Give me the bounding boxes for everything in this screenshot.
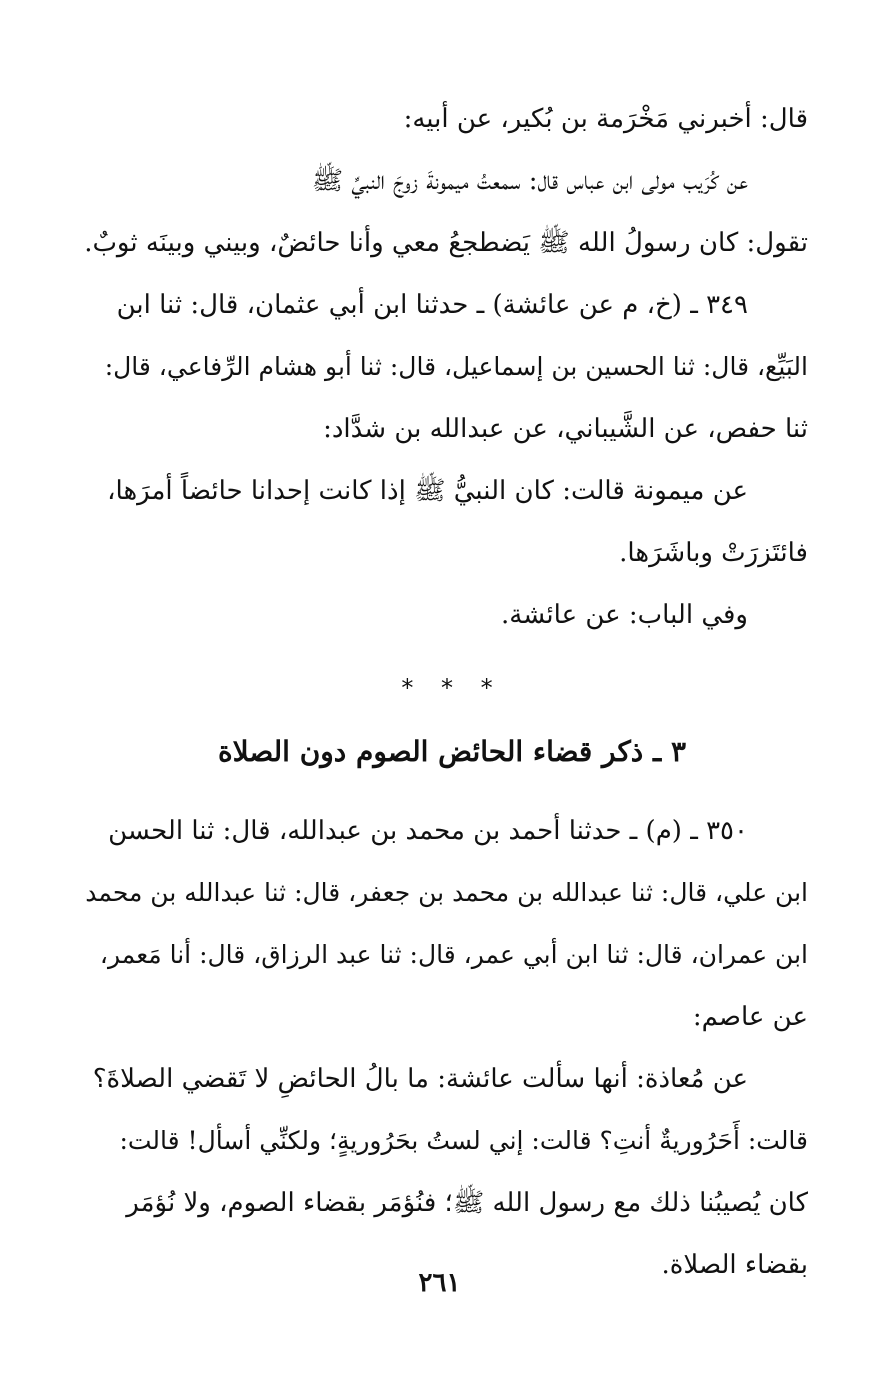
chapter-heading: ٣ ـ ذكر قضاء الحائض الصوم دون الصلاة	[217, 735, 687, 768]
hadith-number-line: ٣٤٩ ـ (خ، م عن عائشة) ـ حدثنا ابن أبي عثمان، قال: ثنا ابن	[116, 290, 748, 320]
section-separator: * * *	[401, 674, 503, 702]
text-line: عن ميمونة قالت: كان النبيُّ ﷺ إذا كانت إحدانا حائضاً أمرَها،	[107, 476, 748, 506]
text-line: عن كُرَيب مولى ابن عباس قال: سمعتُ ميمونةَ زوجَ النبيِّ ﷺ	[311, 166, 748, 196]
page-number: ٢٦١	[418, 1268, 461, 1298]
text-line: ابن علي، قال: ثنا عبدالله بن محمد بن جعفر، قال: ثنا عبدالله بن محمد	[85, 878, 808, 907]
text-line: بقضاء الصلاة.	[661, 1250, 808, 1280]
text-line: ثنا حفص، عن الشَّيباني، عن عبدالله بن شدَّاد:	[323, 414, 808, 444]
text-line: تقول: كان رسولُ الله ﷺ يَضطجعُ معي وأنا حائضٌ، وبيني وبينَه ثوبٌ.	[84, 228, 808, 258]
text-line: قال: أخبرني مَخْرَمة بن بُكير، عن أبيه:	[403, 104, 808, 134]
text-line: فائتَزرَتْ وباشَرَها.	[619, 538, 808, 568]
text-line: عن عاصم:	[692, 1002, 808, 1032]
page-body	[84, 88, 808, 1296]
text-line: عن مُعاذة: أنها سألت عائشة: ما بالُ الحائضِ لا تَقضي الصلاةَ؟	[92, 1064, 748, 1094]
hadith-number-line: ٣٥٠ ـ (م) ـ حدثنا أحمد بن محمد بن عبدالله، قال: ثنا الحسن	[108, 816, 748, 846]
text-line: وفي الباب: عن عائشة.	[501, 600, 748, 630]
text-line: ابن عمران، قال: ثنا ابن أبي عمر، قال: ثنا عبد الرزاق، قال: أنا مَعمر،	[99, 940, 808, 969]
text-line: البَيِّع، قال: ثنا الحسين بن إسماعيل، قال: ثنا أبو هشام الرِّفاعي، قال:	[104, 352, 808, 381]
text-line: قالت: أَحَرُوريةٌ أنتِ؟ قالت: إني لستُ بحَرُوريةٍ؛ ولكنِّي أسأل! قالت:	[119, 1126, 808, 1155]
text-line: كان يُصيبُنا ذلك مع رسول الله ﷺ؛ فنُؤمَر بقضاء الصوم، ولا نُؤمَر	[126, 1188, 808, 1218]
